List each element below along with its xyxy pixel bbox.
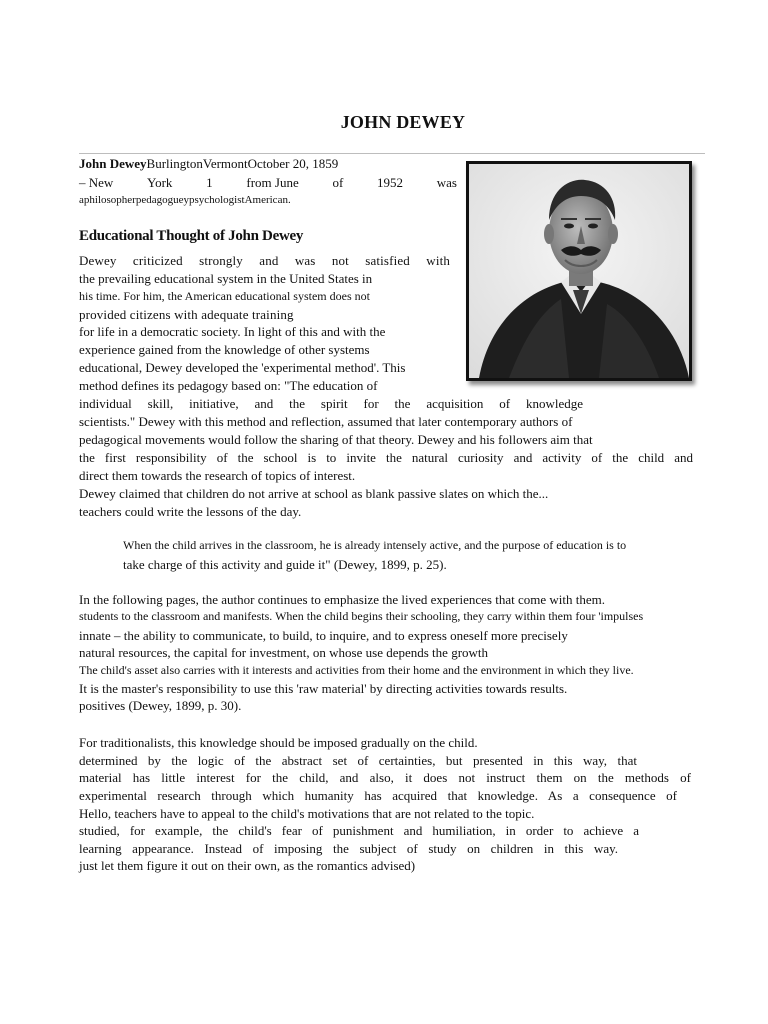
section-line: educational, Dewey developed the 'experimental method'. This <box>79 360 406 375</box>
section-line: experience gained from the knowledge of other systems <box>79 342 370 357</box>
intro-word: 1952 <box>377 175 404 190</box>
intro-word: – New <box>79 175 114 190</box>
section-line: the prevailing educational system in the United States in <box>79 271 373 286</box>
para3-line: determined by the logic of the abstract set of certainties, but presented in this way, that <box>79 753 637 768</box>
intro-line-3: aphilosopherpedagogueypsychologistAmerican. <box>79 194 291 206</box>
intro-word: of <box>332 175 344 190</box>
para2-line: It is the master's responsibility to use this 'raw material' by directing activities towards results. <box>79 681 568 696</box>
section-line: scientists." Dewey with this method and reflection, assumed that later contemporary authors of <box>79 414 573 429</box>
para3-line: Hello, teachers have to appeal to the child's motivations that are not related to the topic. <box>79 806 535 821</box>
section-line: Dewey criticized strongly and was not satisfied with <box>79 253 450 268</box>
para3-line: just let them figure it out on their own, as the romantics advised) <box>79 858 416 873</box>
para3-line: material has little interest for the child, and also, it does not instruct them on the methods of <box>79 770 691 785</box>
john-dewey-portrait <box>466 161 692 381</box>
para2-line: The child's asset also carries with it interests and activities from their home and the environment in which they live. <box>79 663 634 677</box>
section-line: for life in a democratic society. In light of this and with the <box>79 324 386 339</box>
para3-line: experimental research through which humanity has acquired that knowledge. As a consequence of <box>79 788 677 803</box>
section-line: his time. For him, the American educational system does not <box>79 289 370 303</box>
section-line: pedagogical movements would follow the sharing of that theory. Dewey and his followers aim that <box>79 432 593 447</box>
para2-line: positives (Dewey, 1899, p. 30). <box>79 698 242 713</box>
intro-birth: BurlingtonVermontOctober 20, 1859 <box>146 156 339 171</box>
intro-name: John Dewey <box>79 156 147 171</box>
block-quote-line: take charge of this activity and guide it" (Dewey, 1899, p. 25). <box>123 557 447 572</box>
intro-word: 1 <box>206 175 213 190</box>
section-line: direct them towards the research of topics of interest. <box>79 468 356 483</box>
intro-word: from June <box>246 175 299 190</box>
section-line: individual skill, initiative, and the spirit for the acquisition of knowledge <box>79 396 583 411</box>
para3-line: studied, for example, the child's fear of punishment and humiliation, in order to achieve a <box>79 823 639 838</box>
page-title: JOHN DEWEY <box>340 112 466 132</box>
section-line: method defines its pedagogy based on: "The education of <box>79 378 378 393</box>
section-line: provided citizens with adequate training <box>79 307 294 322</box>
intro-line-1 <box>79 155 338 172</box>
section-line: the first responsibility of the school is to invite the natural curiosity and activity of the child and <box>79 450 693 465</box>
intro-word: York <box>147 175 173 190</box>
para2-line: students to the classroom and manifests. When the child begins their schooling, they carry within them four 'impulses <box>79 609 644 623</box>
para2-line: In the following pages, the author continues to emphasize the lived experiences that come with them. <box>79 592 605 607</box>
para2-line: natural resources, the capital for investment, on whose use depends the growth <box>79 645 489 660</box>
section-line: Dewey claimed that children do not arrive at school as blank passive slates on which the... <box>79 486 549 501</box>
intro-line-2 <box>79 174 457 191</box>
block-quote-line: When the child arrives in the classroom, he is already intensely active, and the purpose of education is to <box>123 538 627 552</box>
para3-line: For traditionalists, this knowledge should be imposed gradually on the child. <box>79 735 478 750</box>
intro-word: was <box>436 175 457 190</box>
section-heading: Educational Thought of John Dewey <box>79 228 304 244</box>
title-divider <box>79 153 705 154</box>
para2-line: innate – the ability to communicate, to build, to inquire, and to express oneself more precisely <box>79 628 568 643</box>
para3-line: learning appearance. Instead of imposing the subject of study on children in this way. <box>79 841 618 856</box>
section-line: teachers could write the lessons of the day. <box>79 504 302 519</box>
